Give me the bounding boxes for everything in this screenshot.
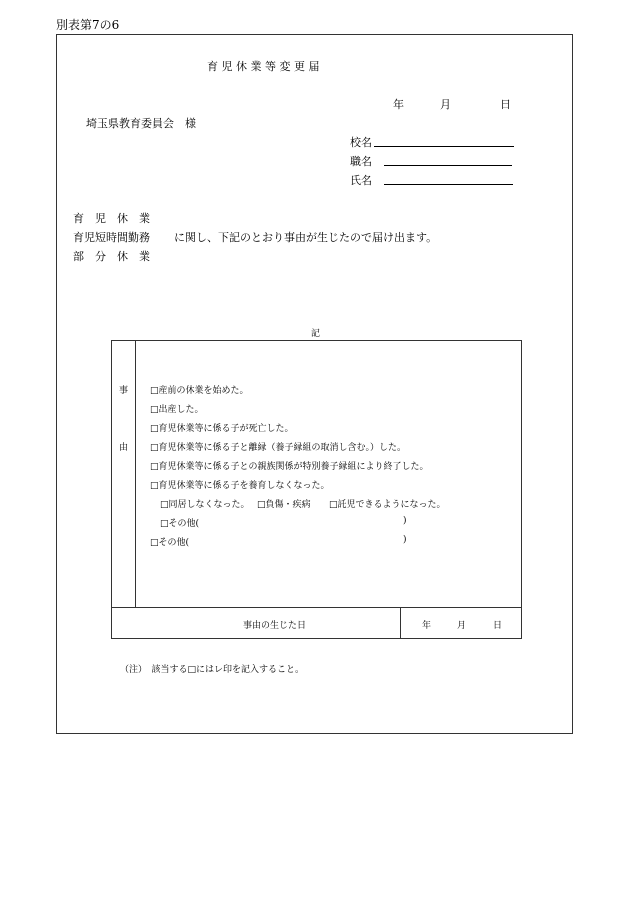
position-line: [384, 165, 512, 166]
reason-label-1: 事: [119, 386, 129, 396]
other-close: ): [403, 535, 407, 545]
reason-item: □育児休業等に係る子と離縁（養子縁組の取消し含む。）した。: [150, 443, 407, 453]
occurrence-label: 事由の生じた日: [243, 621, 307, 631]
document-label: 別表第7の6: [56, 18, 120, 32]
date-day: 日: [500, 98, 511, 111]
date-cell-divider: [400, 607, 401, 639]
statement: に関し、下記のとおり事由が生じたので届け出ます。: [174, 231, 438, 244]
sub-reason-item: □負傷・疾病: [257, 500, 311, 510]
type-short-hours: 育児短時間勤務: [73, 231, 150, 244]
sub-reason-item: □同居しなくなった。: [160, 500, 250, 510]
type-childcare-leave: 育 児 休 業: [73, 212, 150, 225]
note: （注） 該当する□にはレ印を記入すること。: [120, 665, 305, 675]
form-title: 育 児 休 業 等 変 更 届: [207, 60, 320, 73]
reason-item: □育児休業等に係る子との親族関係が特別養子縁組により終了した。: [150, 462, 429, 472]
occurrence-day: 日: [493, 621, 503, 631]
reason-item: □育児休業等に係る子を養育しなくなった。: [150, 481, 330, 491]
ki-label: 記: [311, 329, 321, 339]
type-partial-leave: 部 分 休 業: [73, 250, 150, 263]
reason-row-divider: [111, 607, 522, 608]
date-month: 月: [440, 98, 451, 111]
reason-item: □産前の休業を始めた。: [150, 386, 249, 396]
reason-label-2: 由: [119, 443, 129, 453]
occurrence-year: 年: [422, 621, 432, 631]
school-label: 校名: [350, 136, 372, 149]
reason-item: □出産した。: [150, 405, 204, 415]
sub-other-close: ): [403, 516, 407, 526]
reason-item: □育児休業等に係る子が死亡した。: [150, 424, 294, 434]
date-year: 年: [393, 98, 404, 111]
school-line: [374, 146, 514, 147]
other-item: □その他(: [150, 538, 190, 548]
addressee: 埼玉県教育委員会 様: [86, 117, 196, 130]
name-line: [384, 184, 513, 185]
sub-other-item: □その他(: [160, 519, 200, 529]
name-label: 氏名: [350, 174, 372, 187]
position-label: 職名: [350, 155, 372, 168]
reason-column-divider: [135, 340, 136, 607]
sub-reason-item: □託児できるようになった。: [329, 500, 446, 510]
occurrence-month: 月: [457, 621, 467, 631]
